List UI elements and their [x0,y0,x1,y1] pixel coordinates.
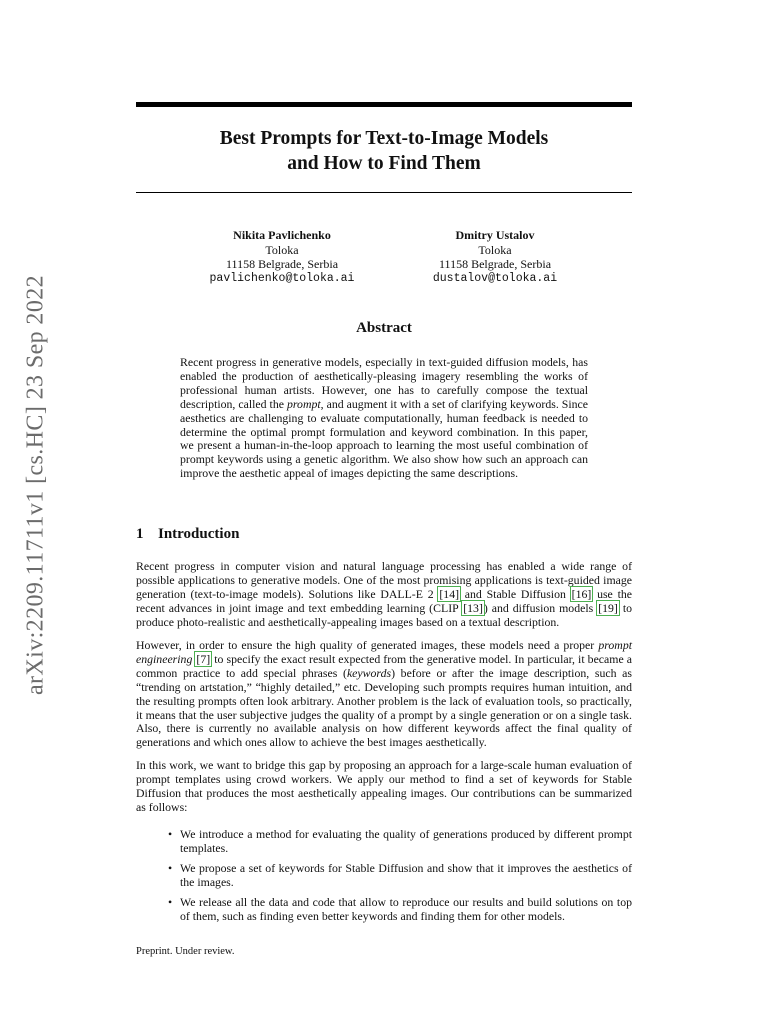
paragraph-text: Recent progress in computer vision and natural language processing has enabled a wide range of possible applications to generative models. One of the most promising applications is text-guided image generation (text-to-image models). Solutions like DALL-E 2 [136,559,632,601]
paper-title [136,126,632,176]
paper-title-line-2: and How to Find Them [287,153,481,174]
author-name: Dmitry Ustalov [455,228,535,242]
paragraph-text: to specify the exact result expected from the generative model. In particular, it became a common practice to add special phrases ( [136,651,632,680]
emphasis-prompt-engineering: prompt engineering [136,638,632,666]
abstract-body [180,356,588,481]
citation-link-19[interactable]: [19] [598,600,618,615]
abstract-text: , and augment it with a set of clarifying keywords. Since aesthetics are challenging to evaluate computationally, human feedback is needed to determine the optimal prompt formulation and keyword combination. In this paper, we present a human-in-the-loop approach to learning the most useful combination of prompt keywords using a genetic algorithm. We also show how such an approach can improve the aesthetic appeal of images depicting the same descriptions. [180,396,588,481]
author-email[interactable]: dustalov@toloka.ai [432,271,558,285]
list-item: • We propose a set of keywords for Stable Diffusion and show that it improves the aesthetics of the images. [168,862,632,890]
intro-paragraph-2 [136,639,632,750]
citation-link-7[interactable]: [7] [196,651,211,666]
paragraph-text: and Stable Diffusion [460,586,571,601]
intro-paragraph-1 [136,560,632,630]
abstract-heading: Abstract [356,320,412,336]
preprint-footnote: Preprint. Under review. [136,946,235,957]
arxiv-identifier-text: arXiv:2209.11711v1 [cs.HC] 23 Sep 2022 [22,274,49,696]
citation-link-14[interactable]: [14] [439,586,460,601]
author-affiliation: Toloka [265,242,299,257]
paragraph-text: use the recent advances in joint image and text embedding learning (CLIP [136,586,632,615]
author-email[interactable]: pavlichenko@toloka.ai [209,271,355,285]
author-address: 11158 Belgrade, Serbia [438,257,552,271]
section-heading-introduction [136,526,239,543]
author-address: 11158 Belgrade, Serbia [225,257,339,271]
section-title: Introduction [158,526,240,542]
intro-paragraph-3: In this work, we want to bridge this gap by proposing an approach for a large-scale human evaluation of prompt templates using crowd workers. We apply our method to find a set of keywords for Stable Diffusion that produces the most aesthetically appealing images. Our contributions can be summarized as follows: [136,758,632,814]
author-block-1 [172,228,392,286]
title-bottom-rule [136,192,632,193]
paragraph-text: However, in order to ensure the high quality of generated images, these models need a proper [136,638,599,652]
paragraph-text: ) before or after the image description, such as “trending on artstation,” “highly detailed,” etc. Developing such prompts requires human intuition, and the resulting prompts often look arbitrary. Another problem is the lack of evaluation tools, so practically, it means that the user subjective judges the quality of a prompt by a single generation or on a single task. Also, there is currently no available analysis on how different keywords affect the final quality of generations and which ones allow to achieve the best images aesthetically. [136,665,633,750]
section-number: 1 [136,526,144,542]
contributions-list [168,828,632,929]
abstract-text: Recent progress in generative models, especially in text-guided diffusion models, has enabled the production of aesthetically-pleasing imagery resembling the works of professional human artists. However, one has to carefully compose the textual description, called the [180,355,588,411]
title-top-rule [136,102,632,107]
abstract-emphasis: prompt [287,396,321,411]
emphasis-keywords: keywords [346,665,392,680]
list-item: • We release all the data and code that allow to reproduce our results and build solutions on top of them, such as finding even better keywords and finding them for other models. [168,896,632,924]
paragraph-text: to produce photo-realistic and aesthetically-appealing images based on a textual description. [136,600,632,629]
paper-title-line-1: Best Prompts for Text-to-Image Models [219,128,549,149]
citation-link-13[interactable]: [13] [463,600,483,615]
paragraph-text: ) and diffusion models [483,600,598,615]
author-block-2 [385,228,605,286]
author-name: Nikita Pavlichenko [233,228,331,242]
list-item: • We introduce a method for evaluating the quality of generations produced by different prompt templates. [168,828,632,856]
author-affiliation: Toloka [478,242,512,257]
citation-link-16[interactable]: [16] [571,586,592,601]
